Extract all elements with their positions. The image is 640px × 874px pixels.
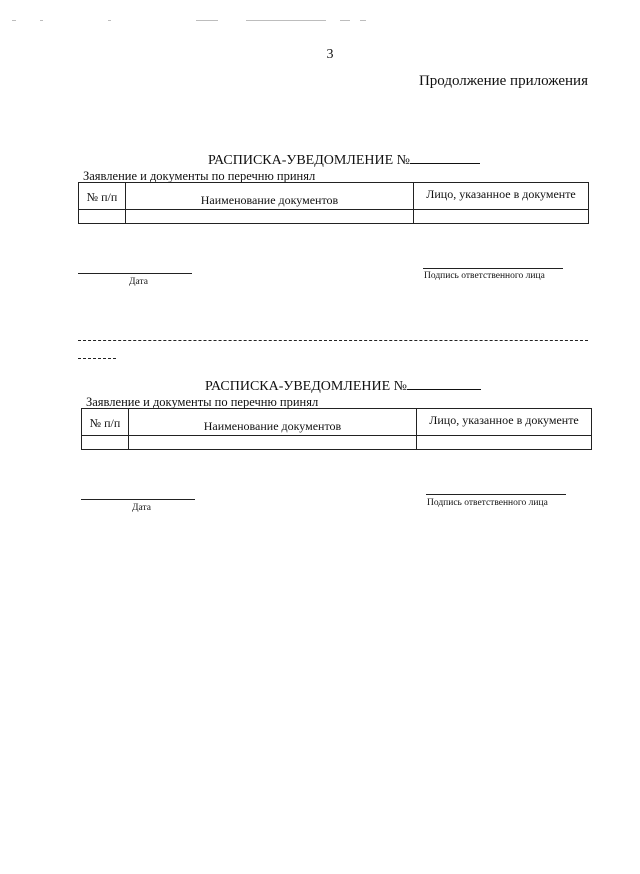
column-header-person: Лицо, указанное в документе [414,183,589,210]
cut-line [78,340,588,341]
page-number: 3 [326,47,334,62]
date-line[interactable] [78,273,192,274]
cut-line-continuation [78,358,116,359]
table-cell-number[interactable] [79,210,126,224]
table-cell-documents[interactable] [129,436,417,450]
scan-artifact [108,20,111,21]
table-cell-person[interactable] [414,210,589,224]
column-header-number: № п/п [79,183,126,210]
scan-artifact [196,20,218,21]
signature-line[interactable] [426,494,566,495]
table-header-row [79,183,589,210]
column-header-documents: Наименование документов [129,409,417,436]
receipt-number-blank[interactable] [407,377,481,390]
scan-artifact [12,20,16,21]
column-header-documents: Наименование документов [126,183,414,210]
receipt-title-text: РАСПИСКА-УВЕДОМЛЕНИЕ № [208,153,411,168]
receipt-title [208,151,480,169]
signature-label: Подпись ответственного лица [424,271,545,281]
table-header-row [82,409,592,436]
documents-table [78,182,589,224]
table-row [79,210,589,224]
scan-artifact [360,20,366,21]
table-row [82,436,592,450]
signature-line[interactable] [423,268,563,269]
scan-artifact [40,20,43,21]
scan-artifact [246,20,326,21]
date-label: Дата [132,503,151,513]
signature-label: Подпись ответственного лица [427,498,548,508]
scan-artifact [340,20,350,21]
date-line[interactable] [81,499,195,500]
date-label: Дата [129,277,148,287]
accepted-statement: Заявление и документы по перечню принял [86,395,319,409]
continuation-heading: Продолжение приложения [418,73,588,89]
receipt-number-blank[interactable] [410,151,480,164]
accepted-statement: Заявление и документы по перечню принял [83,169,316,183]
receipt-title [205,377,481,395]
receipt-title-text: РАСПИСКА-УВЕДОМЛЕНИЕ № [205,379,408,394]
table-cell-documents[interactable] [126,210,414,224]
column-header-person: Лицо, указанное в документе [417,409,592,436]
table-cell-person[interactable] [417,436,592,450]
column-header-number: № п/п [82,409,129,436]
documents-table [81,408,592,450]
table-cell-number[interactable] [82,436,129,450]
